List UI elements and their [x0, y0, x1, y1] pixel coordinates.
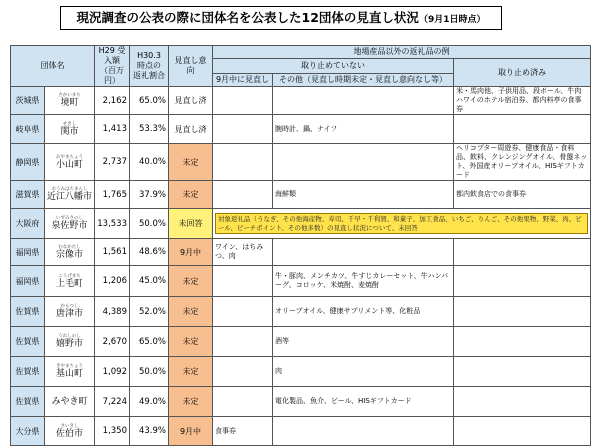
- status-cell: 未定: [169, 181, 213, 209]
- other-cell: [273, 144, 454, 181]
- other-cell: 酒等: [273, 327, 454, 357]
- h29-cell: 1,350: [95, 417, 130, 446]
- status-cell: 9月中: [169, 239, 213, 266]
- other-cell: 腕時計、鍋、ナイフ: [273, 115, 454, 144]
- muni-cell: [45, 209, 95, 239]
- status-cell: 未定: [169, 266, 213, 297]
- stopped-cell: ヘリコプター周遊券、健康食品・食料品、飲料、クレンジングオイル、骨盤ネット、外国産オリーブオイル、HISギフトカード: [454, 144, 591, 181]
- table-row: [11, 239, 591, 266]
- muni-name: 小山町: [55, 159, 83, 170]
- other-cell: [273, 87, 454, 115]
- header-h29: H29 受入額 （百万円）: [95, 46, 130, 87]
- muni-ruby: せきし: [62, 121, 77, 127]
- review-status-table: [10, 45, 591, 446]
- rate-cell: 40.0%: [130, 144, 169, 181]
- status-cell: 未定: [169, 297, 213, 327]
- muni-ruby: おやまちょう: [56, 154, 83, 160]
- sep-cell: ワイン、はちみつ、肉: [213, 239, 273, 266]
- muni-ruby: おうみはちまんし: [51, 187, 88, 192]
- table-row: [11, 209, 591, 239]
- table-row: [11, 266, 591, 297]
- table-row: [11, 144, 591, 181]
- stopped-cell: 米・馬肉他、子供用品、段ボール、牛肉ハワイのホテル宿泊券、都内料亭の食事券: [454, 87, 591, 115]
- status-cell: 未定: [169, 144, 213, 181]
- rate-cell: 65.0%: [130, 87, 169, 115]
- other-cell: 電化製品、魚介、ビール、HISギフトカード: [273, 387, 454, 417]
- muni-name: 基山町: [55, 369, 83, 379]
- status-cell: 未回答: [169, 209, 213, 239]
- muni-cell: [45, 327, 95, 357]
- h29-cell: 1,765: [95, 181, 130, 209]
- table-row: [11, 357, 591, 387]
- h29-cell: 4,389: [95, 297, 130, 327]
- pref-cell: 福岡県: [11, 266, 45, 297]
- other-cell: 牛・豚肉、メンチカツ、牛すじカレーセット、牛ハンバーグ、コロッケ、米焼酎、麦焼酎: [273, 266, 454, 297]
- sep-cell: [213, 87, 273, 115]
- muni-cell: [45, 297, 95, 327]
- table-row: [11, 181, 591, 209]
- unanswered-note: 対象返礼品（うなぎ、その他海産物、寿司、千早・千利賀、和菓子、加工食品、いちご、りんご、その他果物、野菜、肉、ビール、ピーチポイント、その他多数）の見直し状況について、未回答: [215, 213, 588, 234]
- muni-name: 境町: [60, 98, 79, 108]
- table-row: [11, 115, 591, 144]
- header-h30: H30.3 時点の 返礼割合: [130, 46, 169, 87]
- pref-cell: 滋賀県: [11, 181, 45, 209]
- muni-cell: [45, 387, 95, 417]
- pref-cell: 静岡県: [11, 144, 45, 181]
- muni-name: 嬉野市: [55, 339, 83, 349]
- h29-cell: 2,670: [95, 327, 130, 357]
- header-sep-review: 9月中に見直し: [213, 74, 273, 87]
- status-cell: 未定: [169, 357, 213, 387]
- h29-cell: 13,533: [95, 209, 130, 239]
- note-cell: [213, 209, 591, 239]
- rate-cell: 48.6%: [130, 239, 169, 266]
- pref-cell: 茨城県: [11, 87, 45, 115]
- pref-cell: 岐阜県: [11, 115, 45, 144]
- muni-name: 上毛町: [55, 278, 83, 289]
- pref-cell: 佐賀県: [11, 327, 45, 357]
- table-row: [11, 87, 591, 115]
- rate-cell: 45.0%: [130, 266, 169, 297]
- muni-name: 佐伯市: [55, 428, 83, 439]
- other-cell: [273, 417, 454, 446]
- muni-cell: [45, 357, 95, 387]
- table-row: [11, 327, 591, 357]
- muni-cell: [45, 239, 95, 266]
- h29-cell: 1,561: [95, 239, 130, 266]
- h29-cell: 2,737: [95, 144, 130, 181]
- sep-cell: [213, 181, 273, 209]
- muni-ruby: むなかたし: [58, 244, 81, 250]
- h29-cell: 7,224: [95, 387, 130, 417]
- status-cell: 9月中: [169, 417, 213, 446]
- muni-ruby: いずみさのし: [56, 216, 83, 221]
- muni-cell: [45, 266, 95, 297]
- pref-cell: 福岡県: [11, 239, 45, 266]
- muni-name: みやき町: [51, 396, 88, 407]
- stopped-cell: [454, 387, 591, 417]
- table-row: [11, 297, 591, 327]
- muni-ruby: さいきし: [60, 423, 79, 429]
- muni-name: 泉佐野市: [51, 221, 88, 231]
- header-not-stopped: 取り止めていない: [213, 59, 454, 74]
- pref-cell: 佐賀県: [11, 297, 45, 327]
- page-title: [60, 6, 502, 30]
- other-cell: オリーブオイル、健康サプリメント等、化粧品: [273, 297, 454, 327]
- pref-cell: 佐賀県: [11, 387, 45, 417]
- pref-cell: 大阪府: [11, 209, 45, 239]
- muni-cell: [45, 144, 95, 181]
- header-other: その他（見直し時期未定・見直し意向なし等）: [273, 74, 454, 87]
- other-cell: 海鮮類: [273, 181, 454, 209]
- rate-cell: 49.0%: [130, 387, 169, 417]
- rate-cell: 53.3%: [130, 115, 169, 144]
- sep-cell: [213, 144, 273, 181]
- stopped-cell: [454, 417, 591, 446]
- stopped-cell: 都内飲食店での食事券: [454, 181, 591, 209]
- h29-cell: 1,413: [95, 115, 130, 144]
- title-text: 現況調査の公表の際に団体名を公表した12団体の見直し状況: [76, 10, 419, 25]
- sep-cell: [213, 297, 273, 327]
- stopped-cell: [454, 327, 591, 357]
- status-cell: 未定: [169, 327, 213, 357]
- muni-name: 宗像市: [55, 249, 83, 260]
- h29-cell: 2,162: [95, 87, 130, 115]
- muni-ruby: さかいまち: [58, 93, 81, 98]
- h29-cell: 1,206: [95, 266, 130, 297]
- stopped-cell: [454, 297, 591, 327]
- muni-name: 近江八幡市: [47, 192, 93, 202]
- header-status: 見直し意向: [169, 46, 213, 87]
- header-stopped: 取り止め済み: [454, 59, 591, 87]
- muni-ruby: うれしのし: [58, 334, 81, 339]
- muni-ruby: からつし: [60, 304, 79, 309]
- sep-cell: [213, 327, 273, 357]
- table-row: [11, 417, 591, 446]
- sep-cell: [213, 387, 273, 417]
- stopped-cell: [454, 357, 591, 387]
- rate-cell: 37.9%: [130, 181, 169, 209]
- rate-cell: 52.0%: [130, 297, 169, 327]
- rate-cell: 50.0%: [130, 357, 169, 387]
- muni-name: 唐津市: [55, 309, 83, 319]
- sep-cell: [213, 115, 273, 144]
- status-cell: 未定: [169, 387, 213, 417]
- pref-cell: 佐賀県: [11, 357, 45, 387]
- header-local-other: 地場産品以外の返礼品の例: [213, 46, 591, 59]
- rate-cell: 50.0%: [130, 209, 169, 239]
- sep-cell: 食事券: [213, 417, 273, 446]
- other-cell: 肉: [273, 357, 454, 387]
- stopped-cell: [454, 266, 591, 297]
- muni-name: 関市: [60, 126, 79, 137]
- stopped-cell: [454, 115, 591, 144]
- status-cell: 見直し済: [169, 115, 213, 144]
- sep-cell: [213, 266, 273, 297]
- h29-cell: 1,092: [95, 357, 130, 387]
- muni-cell: [45, 115, 95, 144]
- muni-ruby: きやまちょう: [56, 364, 83, 369]
- table-row: [11, 387, 591, 417]
- muni-cell: [45, 87, 95, 115]
- title-date: （9月1日時点）: [418, 15, 486, 25]
- pref-cell: 大分県: [11, 417, 45, 446]
- rate-cell: 43.9%: [130, 417, 169, 446]
- status-cell: 見直し済: [169, 87, 213, 115]
- sep-cell: [213, 357, 273, 387]
- other-cell: [273, 239, 454, 266]
- rate-cell: 65.0%: [130, 327, 169, 357]
- muni-cell: [45, 417, 95, 446]
- header-group: 団体名: [11, 46, 95, 87]
- muni-cell: [45, 181, 95, 209]
- muni-ruby: こうげまち: [58, 273, 81, 279]
- stopped-cell: [454, 239, 591, 266]
